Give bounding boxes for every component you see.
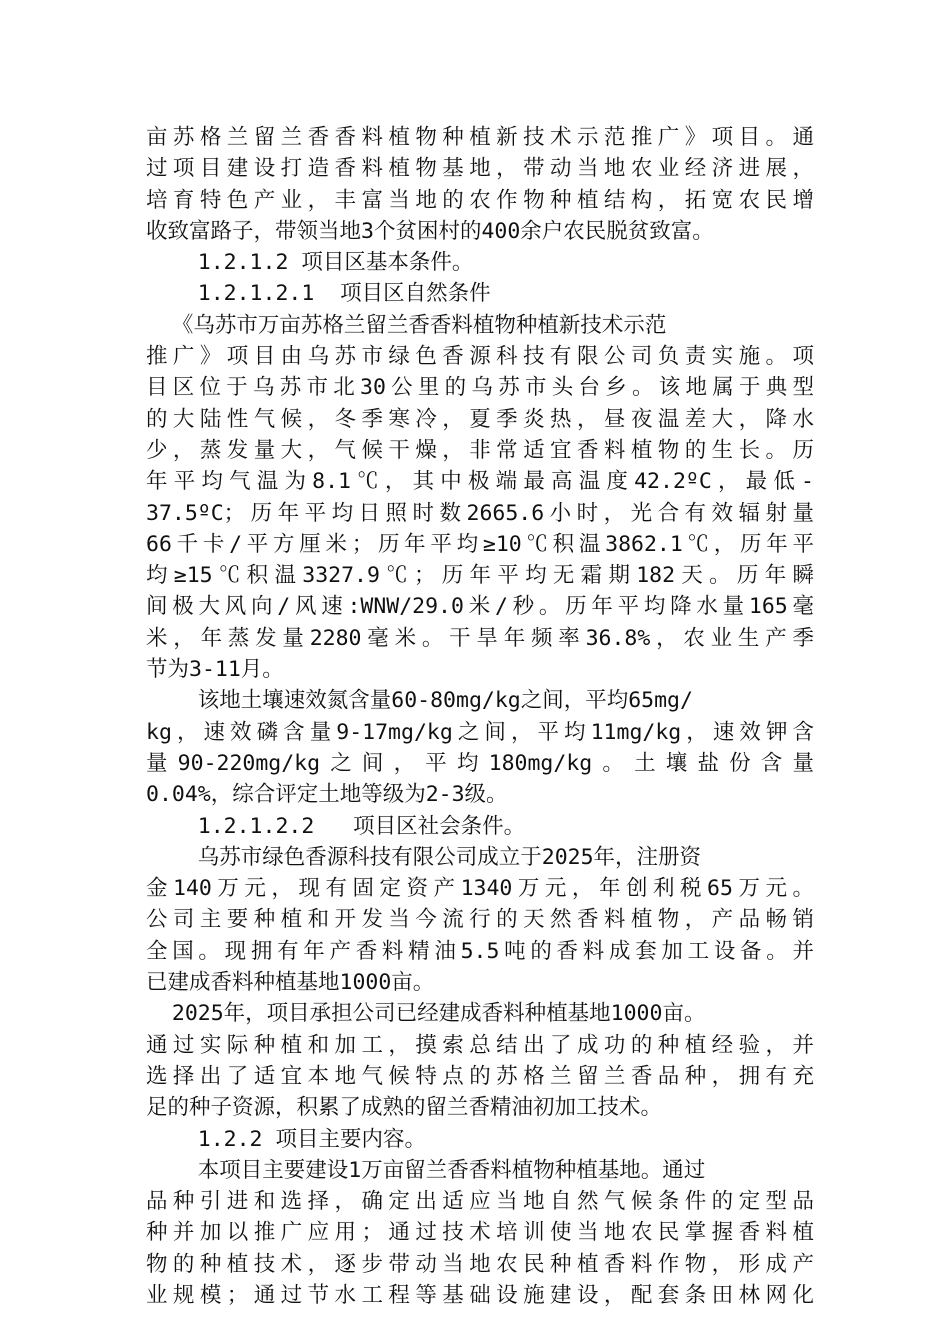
text-line: 量90-220mg/kg之间，平均180mg/kg。土壤盐份含量 (146, 750, 814, 776)
text-line: 已建成香料种植基地1000亩。 (146, 970, 435, 996)
text-line: 节为3-11月。 (146, 657, 284, 683)
section-heading: 1.2.1.2 项目区基本条件。 (146, 250, 474, 276)
text-line: 种并加以推广应用；通过技术培训使当地农民掌握香料植 (146, 1220, 814, 1246)
text-line: 《乌苏市万亩苏格兰留兰香香料植物种植新技术示范 (146, 312, 667, 338)
text-line: 年平均气温为8.1℃，其中极端最高温度42.2ºC，最低- (146, 469, 814, 495)
text-line: 2025年，项目承担公司已经建成香料种植基地1000亩。 (146, 1001, 706, 1027)
text-line: 37.5ºC；历年平均日照时数2665.6小时，光合有效辐射量 (146, 500, 814, 526)
text-line: 选择出了适宜本地气候特点的苏格兰留兰香品种，拥有充 (146, 1063, 814, 1089)
text-line: 本项目主要建设1万亩留兰香香料植物种植基地。通过 (146, 1157, 706, 1183)
text-line: 米，年蒸发量2280毫米。干旱年频率36.8%，农业生产季 (146, 625, 814, 651)
text-line: 目区位于乌苏市北30公里的乌苏市头台乡。该地属于典型 (146, 375, 814, 401)
text-line: 乌苏市绿色香源科技有限公司成立于2025年，注册资 (146, 844, 702, 870)
section-heading: 1.2.1.2.1 项目区自然条件 (146, 281, 491, 307)
text-line: 足的种子资源，积累了成熟的留兰香精油初加工技术。 (146, 1095, 663, 1121)
text-line: 66千卡/平方厘米；历年平均≥10℃积温3862.1℃，历年平 (146, 531, 814, 557)
body-text (146, 122, 814, 1311)
section-heading: 1.2.2 项目主要内容。 (146, 1126, 426, 1152)
text-line: 培育特色产业，丰富当地的农作物种植结构，拓宽农民增 (146, 187, 814, 213)
text-line: 该地土壤速效氮含量60-80mg/kg之间，平均65mg/ (146, 688, 693, 714)
text-line: 的大陆性气候，冬季寒冷，夏季炎热，昼夜温差大，降水 (146, 406, 814, 432)
text-line: 少，蒸发量大，气候干燥，非常适宜香料植物的生长。历 (146, 437, 814, 463)
text-line: 亩苏格兰留兰香香料植物种植新技术示范推广》项目。通 (146, 125, 814, 150)
text-line: 金140万元，现有固定资产1340万元，年创利税65万元。 (146, 876, 814, 902)
text-line: 全国。现拥有年产香料精油5.5吨的香料成套加工设备。并 (146, 938, 814, 964)
text-line: 均≥15℃积温3327.9℃；历年平均无霜期182天。历年瞬 (146, 563, 814, 589)
text-line: 业规模；通过节水工程等基础设施建设，配套条田林网化 (146, 1282, 814, 1308)
text-line: 收致富路子，带领当地3个贫困村的400余户农民脱贫致富。 (146, 218, 714, 244)
text-line: 0.04%，综合评定土地等级为2-3级。 (146, 782, 508, 808)
section-heading: 1.2.1.2.2 项目区社会条件。 (146, 813, 526, 839)
text-line: 过项目建设打造香料植物基地，带动当地农业经济进展， (146, 156, 814, 182)
text-line: 公司主要种植和开发当今流行的天然香料植物，产品畅销 (146, 907, 814, 933)
text-line: 物的种植技术，逐步带动当地农民种植香料作物，形成产 (146, 1251, 814, 1277)
text-line: 通过实际种植和加工，摸索总结出了成功的种植经验，并 (146, 1032, 814, 1058)
text-line: 推广》项目由乌苏市绿色香源科技有限公司负责实施。项 (146, 344, 814, 370)
text-line: kg，速效磷含量9-17mg/kg之间，平均11mg/kg，速效钾含 (146, 719, 814, 745)
text-line: 间极大风向/风速:WNW/29.0米/秒。历年平均降水量165毫 (146, 594, 814, 620)
text-line: 品种引进和选择，确定出适应当地自然气候条件的定型品 (146, 1189, 814, 1215)
